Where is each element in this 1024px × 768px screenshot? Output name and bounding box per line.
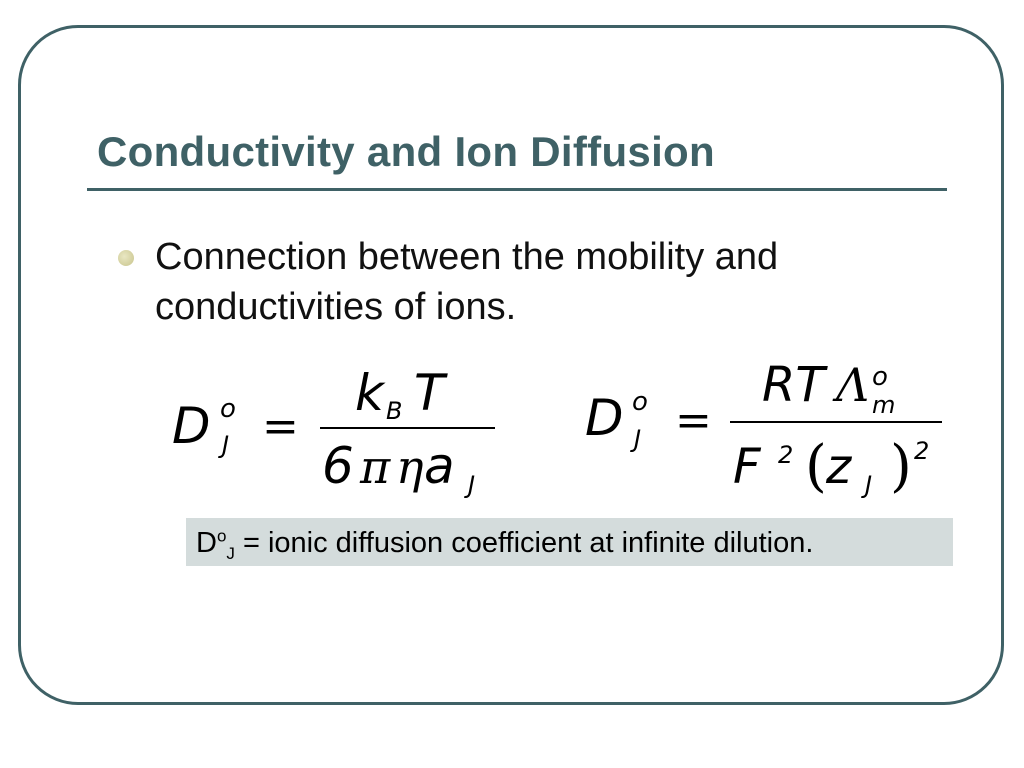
slide-title: Conductivity and Ion Diffusion: [97, 128, 715, 175]
svg-text:J: J: [865, 471, 873, 499]
definition-sup: o: [216, 526, 227, 546]
eq2-lhs-symbol: D: [585, 389, 624, 447]
bullet-text: Connection between the mobility and conductivities of ions.: [155, 236, 779, 328]
svg-text:z: z: [826, 439, 852, 495]
definition-body: = ionic diffusion coefficient at infinite dilution.: [234, 527, 814, 559]
title-divider: [87, 188, 947, 191]
equation-diffusion-conductivity: [585, 357, 942, 499]
svg-text:J: J: [468, 471, 476, 499]
svg-text:2: 2: [778, 441, 794, 469]
eq1-equals: =: [262, 401, 299, 452]
svg-text:k: k: [355, 364, 384, 422]
equation-diffusion-stokes-einstein: [172, 364, 495, 499]
svg-text:o: o: [872, 362, 888, 392]
svg-text:π: π: [360, 440, 391, 494]
bullet-icon: [118, 250, 134, 266]
svg-text:Λ: Λ: [836, 358, 870, 412]
svg-text:2: 2: [914, 437, 930, 465]
svg-text:6: 6: [322, 437, 354, 495]
formulas: [150, 355, 970, 515]
svg-text:F: F: [733, 439, 761, 495]
svg-text:RT: RT: [762, 357, 825, 413]
definition-symbol: D: [196, 527, 217, 559]
svg-text:B: B: [386, 397, 403, 425]
eq1-lhs-sup: o: [220, 394, 236, 424]
svg-text:): ): [890, 434, 912, 499]
eq2-equals: =: [675, 395, 712, 446]
eq2-denominator: [733, 434, 929, 499]
eq1-lhs-sub: J: [222, 431, 230, 459]
svg-text:m: m: [872, 391, 896, 419]
eq1-denominator: [322, 437, 475, 499]
svg-text:T: T: [414, 364, 445, 422]
eq2-numerator: [762, 357, 895, 419]
eq1-numerator: [355, 364, 448, 425]
definition-sub: J: [226, 543, 235, 563]
eq2-lhs-sub: J: [634, 425, 642, 453]
definition-text: [196, 526, 814, 563]
eq2-lhs-sup: o: [632, 387, 648, 417]
eq1-lhs-symbol: D: [172, 397, 211, 455]
svg-text:a: a: [424, 437, 455, 495]
svg-text:η: η: [396, 440, 424, 494]
svg-text:(: (: [805, 434, 827, 499]
